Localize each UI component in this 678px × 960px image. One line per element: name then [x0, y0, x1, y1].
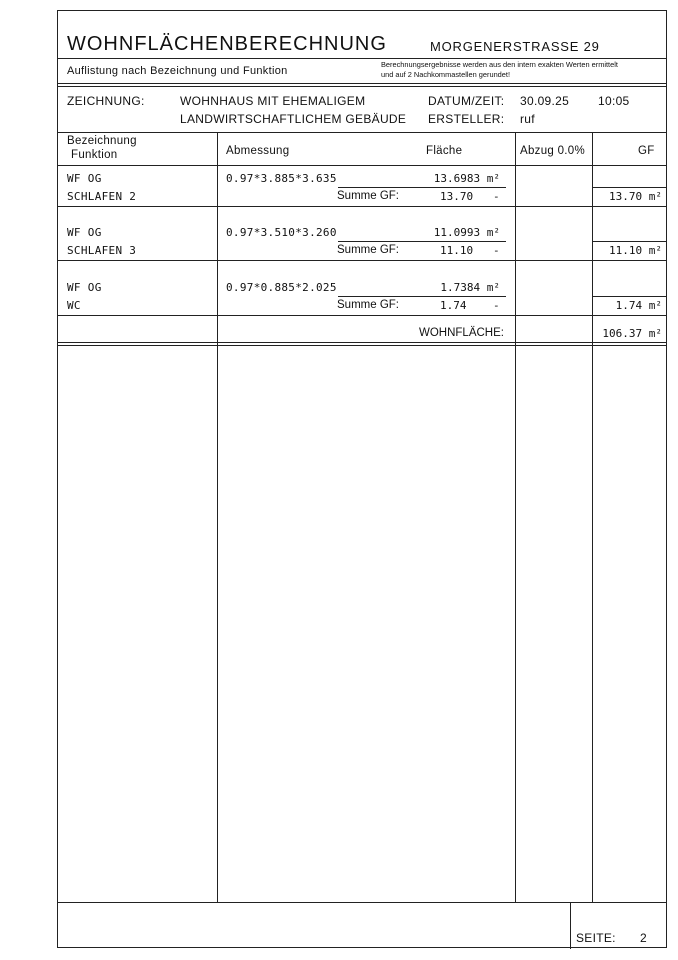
entry-flaeche: 11.0993 m² [433, 226, 500, 239]
subtitle: Auflistung nach Bezeichnung und Funktion [67, 65, 288, 77]
entry-flaeche: 1.7384 m² [440, 281, 500, 294]
date-value: 30.09.25 [520, 94, 570, 108]
date-label: DATUM/ZEIT: [428, 94, 505, 108]
sum-rule [592, 241, 666, 242]
divider [58, 345, 666, 346]
sum-value: 13.70 [440, 190, 474, 203]
divider [58, 260, 666, 261]
column-header-abzug: Abzug 0.0% [520, 145, 586, 157]
drawing-label: ZEICHNUNG: [67, 94, 145, 108]
column-rule [515, 132, 516, 902]
rounding-note-line-2: und auf 2 Nachkommastellen gerundet! [381, 70, 511, 79]
entry-bezeichnung: WF OG [67, 281, 102, 294]
column-header-funktion: Funktion [71, 149, 118, 161]
sum-label: Summe GF: [337, 190, 399, 202]
sum-rule [338, 187, 506, 188]
entry-abmessung: 0.97*3.885*3.635 [226, 172, 337, 185]
sum-rule [338, 241, 506, 242]
divider [58, 315, 666, 316]
dash: - [493, 190, 500, 203]
entry-funktion: SCHLAFEN 3 [67, 244, 137, 257]
column-header-bezeichnung: Bezeichnung [67, 135, 137, 147]
author-value: ruf [520, 112, 535, 126]
column-header-gf: GF [638, 145, 655, 157]
divider [58, 58, 666, 59]
entry-gf: 11.10 m² [609, 244, 662, 257]
document-title: WOHNFLÄCHENBERECHNUNG [67, 33, 387, 55]
page-number: 2 [640, 931, 647, 945]
column-header-flaeche: Fläche [426, 145, 463, 157]
entry-bezeichnung: WF OG [67, 226, 102, 239]
drawing-name-line-2: LANDWIRTSCHAFTLICHEM GEBÄUDE [180, 112, 407, 126]
divider [58, 342, 666, 343]
sum-rule [592, 296, 666, 297]
column-header-abmessung: Abmessung [226, 145, 290, 157]
total-value: 106.37 m² [602, 327, 662, 340]
address: MORGENERSTRASSE 29 [430, 39, 600, 54]
entry-abmessung: 0.97*0.885*2.025 [226, 281, 337, 294]
divider [58, 86, 666, 87]
dash: - [493, 299, 500, 312]
drawing-name-line-1: WOHNHAUS MIT EHEMALIGEM [180, 94, 366, 108]
sum-value: 1.74 [440, 299, 467, 312]
footer-divider [58, 902, 666, 903]
entry-bezeichnung: WF OG [67, 172, 102, 185]
entry-flaeche: 13.6983 m² [433, 172, 500, 185]
sum-label: Summe GF: [337, 299, 399, 311]
column-rule [592, 132, 593, 902]
sum-label: Summe GF: [337, 244, 399, 256]
rounding-note-line-1: Berechnungsergebnisse werden aus den intern exakten Werten ermittelt [381, 60, 618, 69]
footer-rule [570, 902, 571, 949]
sum-rule [592, 187, 666, 188]
divider [58, 206, 666, 207]
calculation-sheet [57, 10, 667, 948]
author-label: ERSTELLER: [428, 112, 505, 126]
entry-abmessung: 0.97*3.510*3.260 [226, 226, 337, 239]
time-value: 10:05 [598, 94, 630, 108]
divider [58, 83, 666, 84]
divider [58, 165, 666, 166]
entry-funktion: SCHLAFEN 2 [67, 190, 137, 203]
entry-funktion: WC [67, 299, 81, 312]
page-label: SEITE: [576, 931, 616, 945]
sum-rule [338, 296, 506, 297]
column-rule [217, 132, 218, 902]
total-label: WOHNFLÄCHE: [419, 327, 504, 339]
divider [58, 132, 666, 133]
entry-gf: 1.74 m² [615, 299, 662, 312]
entry-gf: 13.70 m² [609, 190, 662, 203]
dash: - [493, 244, 500, 257]
sum-value: 11.10 [440, 244, 474, 257]
